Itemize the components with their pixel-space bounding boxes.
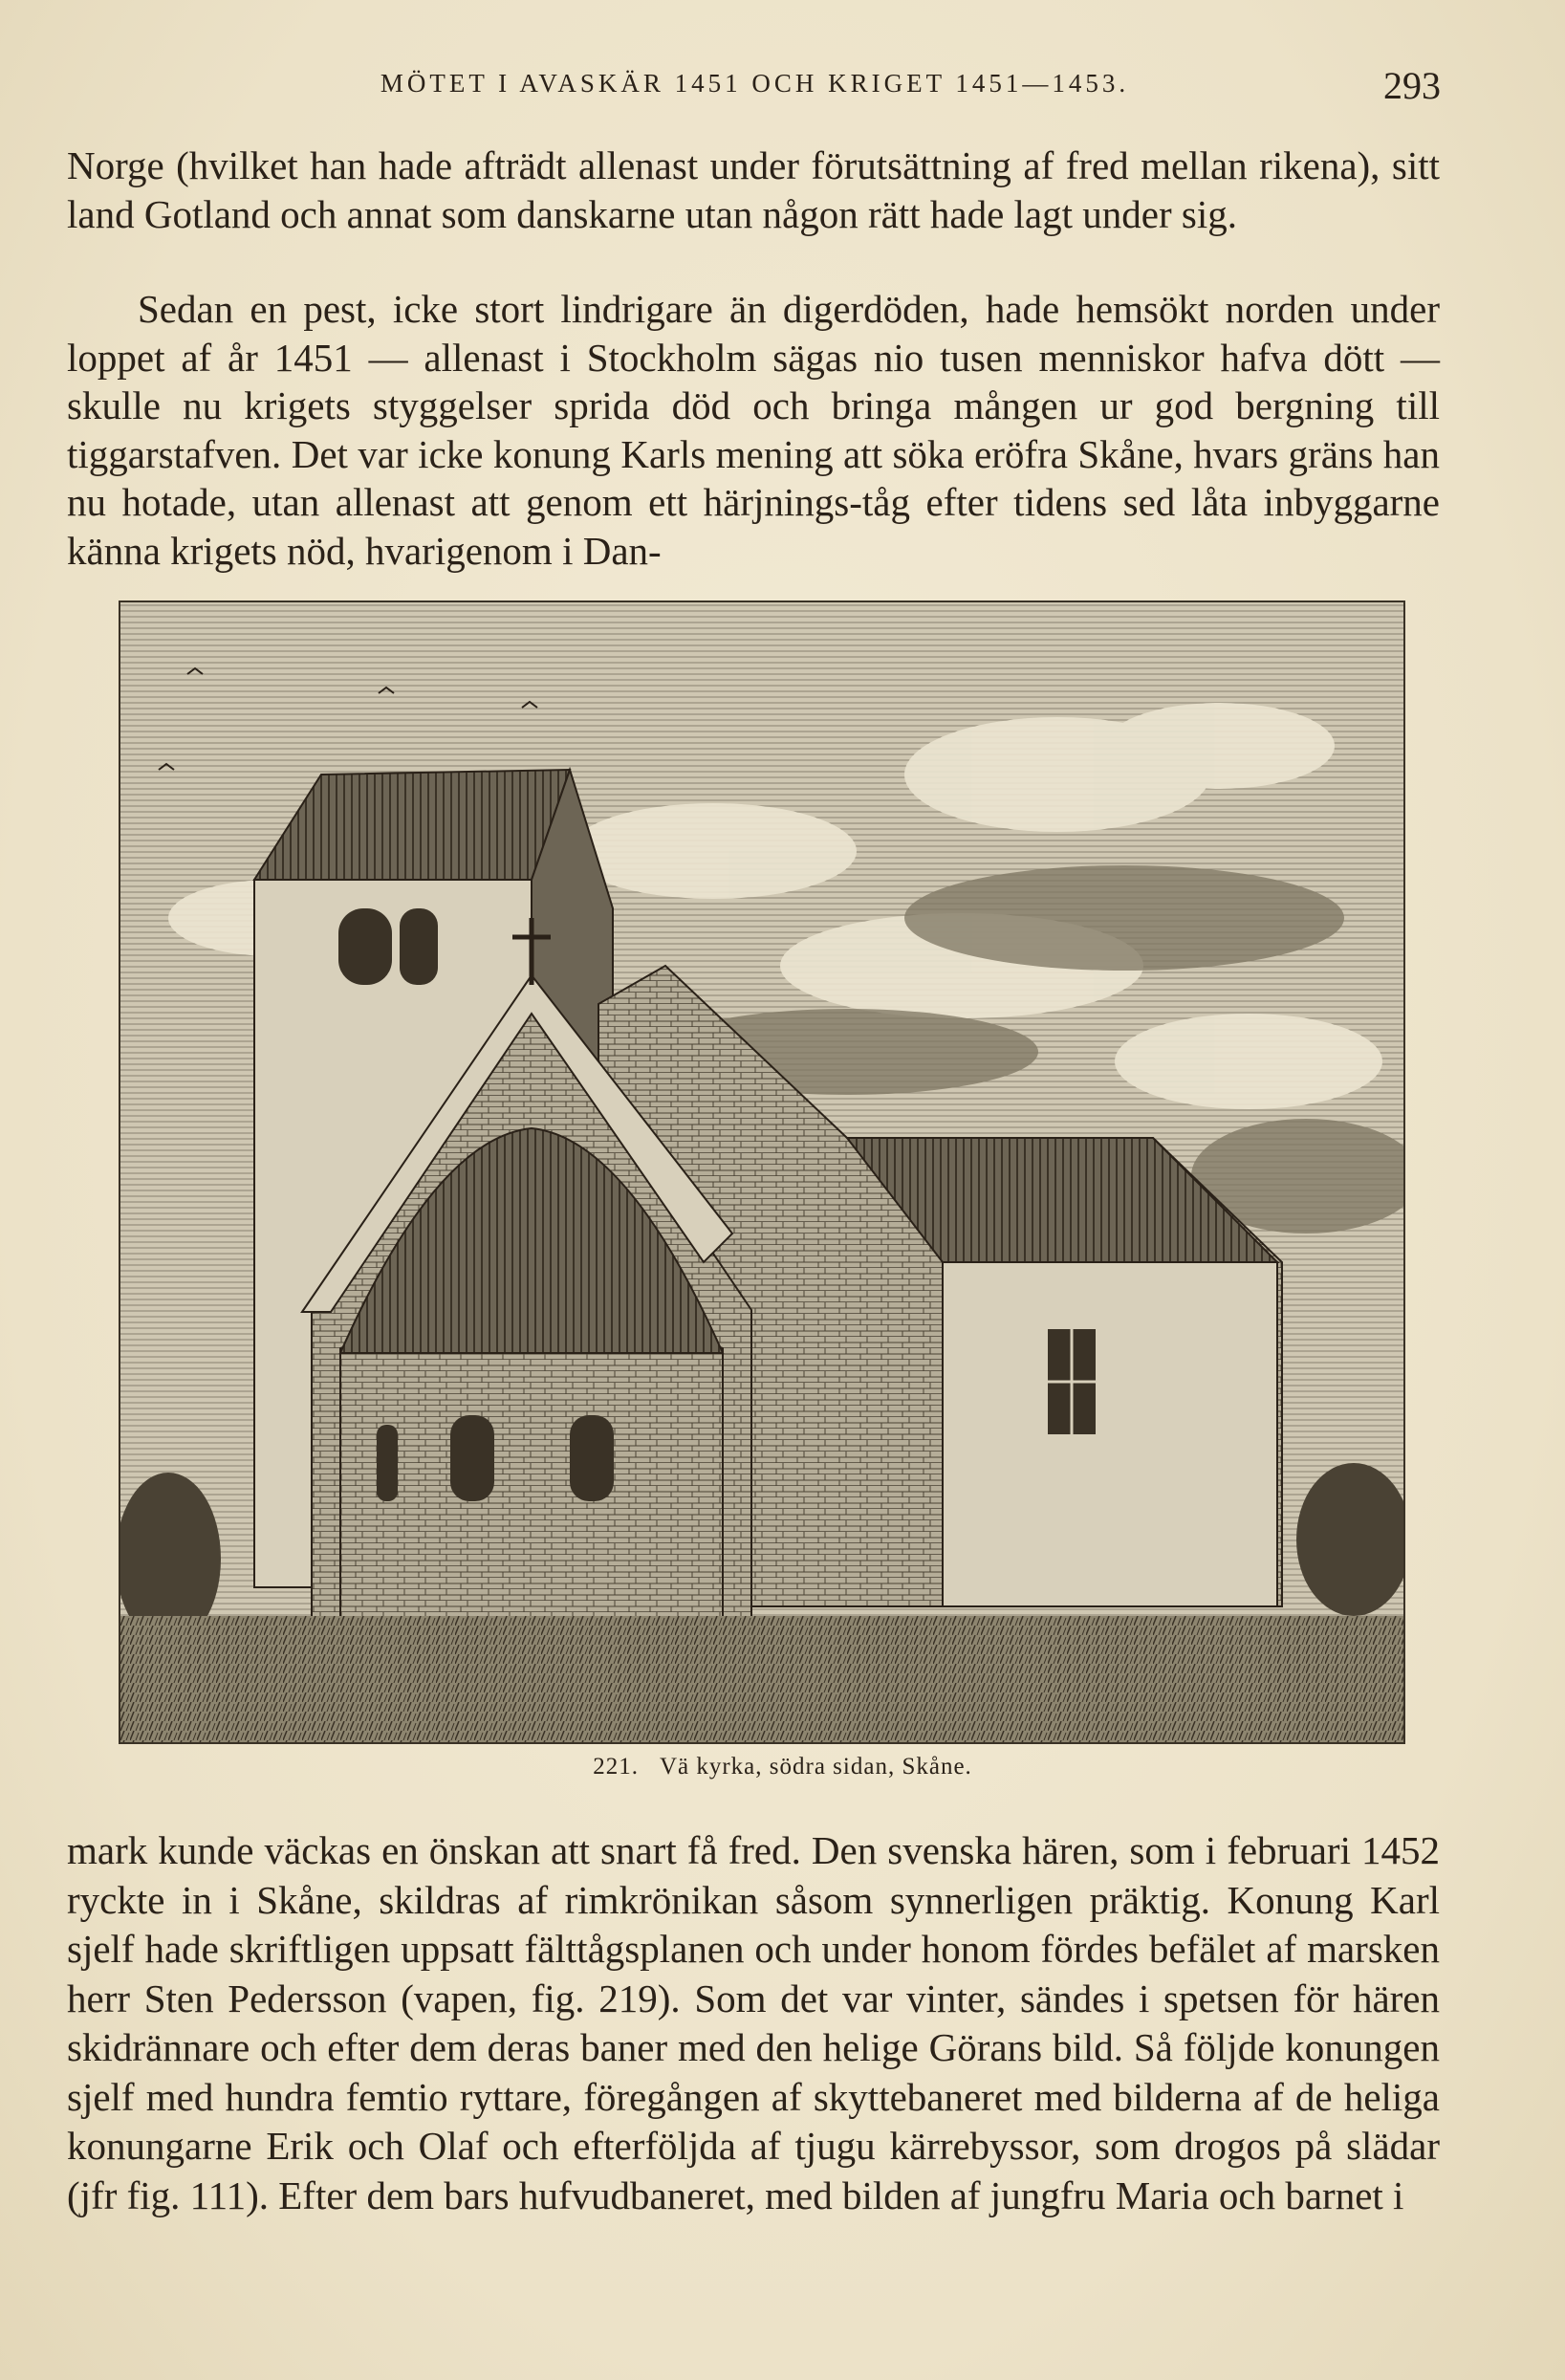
figure-number: 221. <box>593 1754 639 1780</box>
page-number: 293 <box>1383 64 1441 107</box>
ground <box>120 1616 1403 1742</box>
figure-caption-text: Vä kyrka, södra sidan, Skåne. <box>659 1754 972 1780</box>
running-title: MÖTET I AVASKÄR 1451 OCH KRIGET 1451—1453. <box>380 69 1130 98</box>
figure-caption <box>0 1754 1565 1780</box>
church-engraving-svg <box>120 602 1403 1742</box>
paragraph-2: Sedan en pest, icke stort lindrigare än digerdöden, hade hemsökt norden under loppet af år 1451 — allenast i Stockholm sägas nio tusen menniskor hafva dött — skulle nu krigets styggelser sprida död och bringa mången ur god bergning till tiggarstafven. Det var icke konung Karls mening att söka eröfra Skåne, hvars gräns han nu hotade, utan allenast att genom ett härjnings-tåg efter tidens sed låta inbyggarne känna krigets nöd, hvarigenom i Dan- <box>67 287 1440 573</box>
church-illustration <box>119 600 1405 1744</box>
running-header <box>69 63 1441 107</box>
paragraph-1: Norge (hvilket han hade afträdt allenast under förutsättning af fred mellan rikena), sitt land Gotland och annat som danskarne utan någon rätt hade lagt under sig. <box>67 143 1440 236</box>
paragraph-3: mark kunde väckas en önskan att snart få fred. Den svenska hären, som i februari 1452 ryckte in i Skåne, skildras af rimkrönikan såsom synnerligen präktig. Konung Karl sjelf hade skriftligen uppsatt fälttågsplanen och under honom fördes befälet af marsken herr Sten Pedersson (vapen, fig. 219). Som det var vinter, sändes i spetsen för hären skidrännare och efter dem deras baner med den helige Görans bild. Så följde konungen sjelf med hundra femtio ryttare, föregången af skyttebaneret med bilderna af de heliga konungarne Erik och Olaf och efterföljda af tjugu kärrebyssor, som drogos på slädar (jfr fig. 111). Efter dem bars hufvudbaneret, med bilden af jungfru Maria och barnet i <box>67 1828 1440 2217</box>
